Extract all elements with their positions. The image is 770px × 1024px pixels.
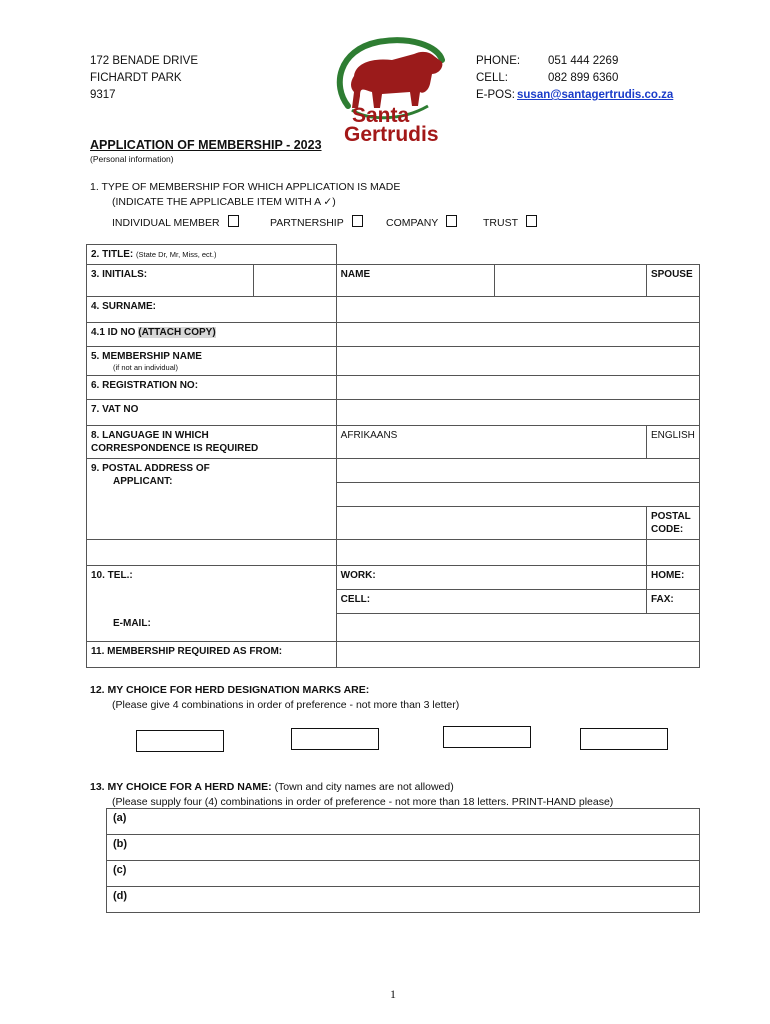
membership-name-label: 5. MEMBERSHIP NAME bbox=[91, 351, 202, 362]
membership-name-cell bbox=[87, 347, 337, 376]
id-label: 4.1 ID NO bbox=[91, 327, 136, 338]
page-title: APPLICATION OF MEMBERSHIP - 2023 bbox=[90, 138, 322, 152]
postal-line-1[interactable] bbox=[336, 459, 699, 483]
logo-text-santa: Santa bbox=[352, 104, 410, 127]
phone-label: PHONE: bbox=[476, 55, 521, 67]
individual-checkbox[interactable] bbox=[228, 215, 239, 227]
q13-title-line bbox=[90, 781, 454, 793]
option-company[interactable] bbox=[386, 215, 457, 229]
page-subtitle: (Personal information) bbox=[90, 154, 174, 164]
required-from-label: 11. MEMBERSHIP REQUIRED AS FROM: bbox=[87, 642, 337, 668]
option-partnership[interactable] bbox=[270, 215, 363, 229]
postal-line-4-mid[interactable] bbox=[336, 540, 646, 566]
q12-title: 12. MY CHOICE FOR HERD DESIGNATION MARKS ARE: bbox=[90, 684, 370, 696]
q12-instruction: (Please give 4 combinations in order of preference - not more than 3 letter) bbox=[112, 699, 460, 711]
company-checkbox[interactable] bbox=[446, 215, 457, 227]
email-label: E-MAIL: bbox=[87, 614, 337, 642]
herd-mark-input-4[interactable] bbox=[580, 728, 668, 750]
postal-label-2: APPLICANT: bbox=[113, 476, 173, 487]
trust-checkbox[interactable] bbox=[526, 215, 537, 227]
address-line-2: FICHARDT PARK bbox=[90, 72, 182, 84]
name-input[interactable] bbox=[494, 265, 646, 297]
postal-blank bbox=[87, 507, 337, 540]
required-from-input[interactable] bbox=[336, 642, 699, 668]
registration-label: 6. REGISTRATION NO: bbox=[87, 376, 337, 400]
language-label-cell bbox=[87, 426, 337, 459]
logo-text-gertrudis: Gertrudis bbox=[344, 123, 439, 146]
option-individual[interactable] bbox=[112, 215, 239, 229]
id-input[interactable] bbox=[336, 323, 699, 347]
herd-name-a[interactable]: (a) bbox=[107, 809, 700, 835]
page-number: 1 bbox=[390, 987, 396, 1001]
fax-label[interactable]: FAX: bbox=[646, 590, 699, 614]
vat-label: 7. VAT NO bbox=[87, 400, 337, 426]
herd-name-c[interactable]: (c) bbox=[107, 861, 700, 887]
initials-label: 3. INITIALS: bbox=[87, 265, 254, 297]
membership-name-input[interactable] bbox=[336, 347, 699, 376]
q1-instruction: (INDICATE THE APPLICABLE ITEM WITH A ✓) bbox=[112, 196, 336, 208]
home-label[interactable]: HOME: bbox=[646, 566, 699, 590]
vat-input[interactable] bbox=[336, 400, 699, 426]
address-line-3: 9317 bbox=[90, 89, 116, 101]
q13-title: 13. MY CHOICE FOR A HERD NAME: bbox=[90, 781, 272, 793]
herd-name-table bbox=[106, 808, 700, 913]
postal-code-input[interactable] bbox=[646, 540, 699, 566]
postal-line-4-left[interactable] bbox=[87, 540, 337, 566]
tel-blank bbox=[87, 590, 337, 614]
herd-mark-input-2[interactable] bbox=[291, 728, 379, 750]
contact-block bbox=[476, 53, 673, 104]
option-partnership-label: PARTNERSHIP bbox=[270, 217, 344, 229]
herd-mark-input-3[interactable] bbox=[443, 726, 531, 748]
epos-label: E-POS: bbox=[476, 89, 515, 101]
language-english[interactable]: ENGLISH bbox=[646, 426, 699, 459]
q13-title-note: (Town and city names are not allowed) bbox=[274, 781, 454, 793]
option-individual-label: INDIVIDUAL MEMBER bbox=[112, 217, 220, 229]
partnership-checkbox[interactable] bbox=[352, 215, 363, 227]
language-label-1: 8. LANGUAGE IN WHICH bbox=[91, 430, 209, 441]
phone-value: 051 444 2269 bbox=[548, 55, 619, 67]
surname-label: 4. SURNAME: bbox=[87, 297, 337, 323]
sender-address bbox=[90, 53, 198, 104]
spouse-label: SPOUSE bbox=[646, 265, 699, 297]
postal-label-1: 9. POSTAL ADDRESS OF bbox=[91, 463, 210, 474]
option-trust-label: TRUST bbox=[483, 217, 518, 229]
membership-name-hint: (if not an individual) bbox=[113, 363, 179, 372]
registration-input[interactable] bbox=[336, 376, 699, 400]
id-label-cell bbox=[87, 323, 337, 347]
cell-label: CELL: bbox=[476, 72, 508, 84]
santa-gertrudis-logo bbox=[330, 36, 450, 148]
work-label[interactable]: WORK: bbox=[336, 566, 646, 590]
title-label: 2. TITLE: bbox=[91, 249, 134, 260]
postal-line-2[interactable] bbox=[336, 483, 699, 507]
surname-input[interactable] bbox=[336, 297, 699, 323]
option-trust[interactable] bbox=[483, 215, 537, 229]
language-label-2: CORRESPONDENCE IS REQUIRED bbox=[91, 443, 259, 454]
herd-name-d[interactable]: (d) bbox=[107, 887, 700, 913]
title-label-cell bbox=[87, 245, 337, 265]
personal-info-table bbox=[86, 244, 700, 668]
name-label: NAME bbox=[336, 265, 494, 297]
email-input[interactable] bbox=[336, 614, 699, 642]
address-line-1: 172 BENADE DRIVE bbox=[90, 55, 199, 67]
q1-title: 1. TYPE OF MEMBERSHIP FOR WHICH APPLICATION IS MADE bbox=[90, 181, 401, 193]
herd-name-b[interactable]: (b) bbox=[107, 835, 700, 861]
title-hint: (State Dr, Mr, Miss, ect.) bbox=[136, 250, 217, 259]
herd-mark-input-1[interactable] bbox=[136, 730, 224, 752]
id-attach-note: (ATTACH COPY) bbox=[138, 327, 216, 338]
email-link[interactable]: susan@santagertrudis.co.za bbox=[517, 89, 674, 101]
title-blank bbox=[336, 245, 699, 265]
q13-instruction: (Please supply four (4) combinations in order of preference - not more than 18 letters. PRINT-HAND please) bbox=[112, 796, 614, 808]
option-company-label: COMPANY bbox=[386, 217, 439, 229]
cell-value: 082 899 6360 bbox=[548, 72, 619, 84]
language-afrikaans[interactable]: AFRIKAANS bbox=[336, 426, 646, 459]
postal-line-3[interactable] bbox=[336, 507, 646, 540]
tel-label: 10. TEL.: bbox=[87, 566, 337, 590]
initials-input[interactable] bbox=[253, 265, 336, 297]
postal-label-cell bbox=[87, 459, 337, 507]
postal-code-label: POSTAL CODE: bbox=[646, 507, 699, 540]
cell-label[interactable]: CELL: bbox=[336, 590, 646, 614]
